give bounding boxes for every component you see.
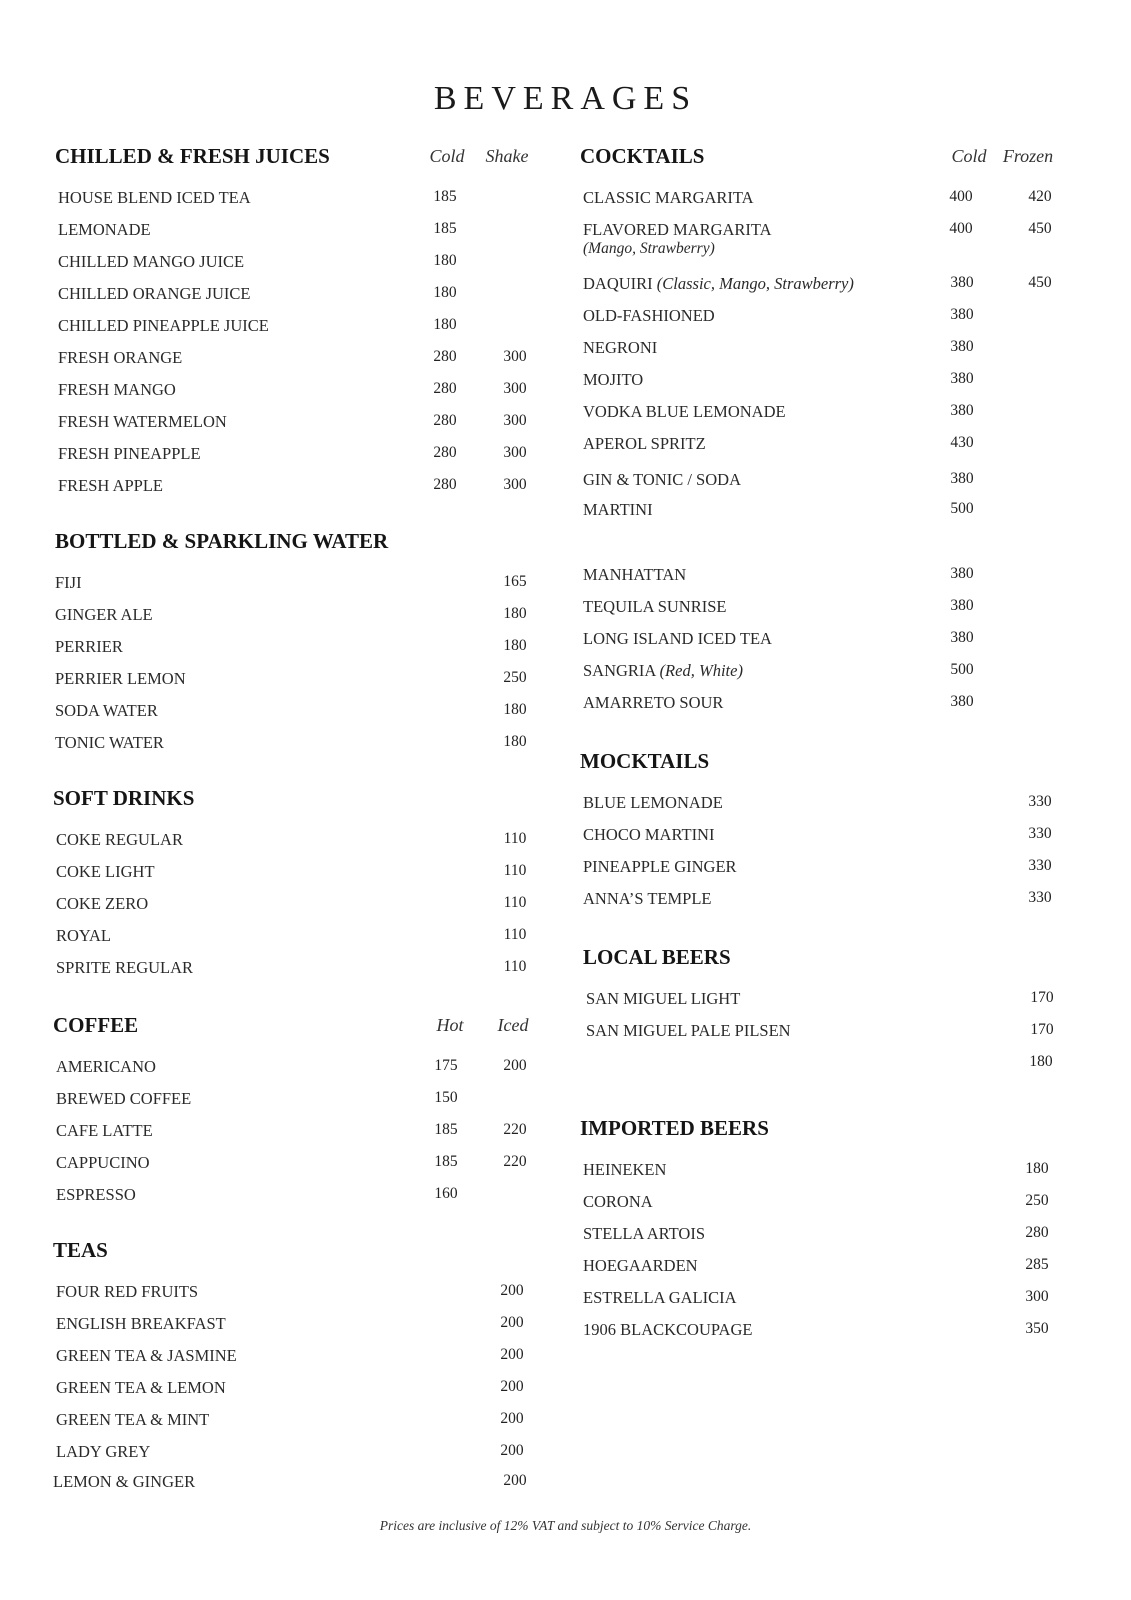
menu-item — [583, 1021, 1083, 1053]
item-name: TONIC WATER — [55, 733, 164, 752]
menu-item — [55, 476, 555, 508]
price-cold: 380 — [950, 274, 974, 291]
item-name: NEGRONI — [583, 338, 658, 357]
section-juices — [55, 144, 555, 508]
item-name: LADY GREY — [56, 1442, 151, 1461]
price-hot: 185 — [434, 1153, 458, 1170]
item-name: HEINEKEN — [583, 1160, 667, 1179]
item-name: GREEN TEA & LEMON — [56, 1378, 226, 1397]
item-name: ANNA’S TEMPLE — [583, 889, 712, 908]
menu-item — [53, 1472, 553, 1504]
menu-item — [53, 958, 553, 990]
menu-item — [580, 1160, 1080, 1192]
column-head-shake: Shake — [485, 146, 529, 166]
price: 200 — [500, 1314, 524, 1331]
price-shake: 300 — [503, 444, 527, 461]
price: 330 — [1028, 825, 1052, 842]
item-name: CAPPUCINO — [56, 1153, 150, 1172]
price: 250 — [503, 669, 527, 686]
item-name: AMARRETO SOUR — [583, 693, 724, 712]
section-title: BOTTLED & SPARKLING WATER — [55, 529, 389, 553]
item-flavors: (Classic, Mango, Strawberry) — [656, 274, 854, 293]
price-cold: 180 — [433, 316, 457, 333]
item-name: ESTRELLA GALICIA — [583, 1288, 737, 1307]
menu-item — [580, 857, 1080, 889]
price-cold: 280 — [433, 444, 457, 461]
item-name: BREWED COFFEE — [56, 1089, 192, 1108]
price: 330 — [1028, 793, 1052, 810]
price-iced: 200 — [503, 1057, 527, 1074]
section-title: COFFEE — [53, 1013, 139, 1037]
item-name: FRESH ORANGE — [58, 348, 183, 367]
menu-item — [580, 220, 1080, 274]
column-head-cold: Cold — [429, 146, 465, 166]
item-name: GREEN TEA & MINT — [56, 1410, 210, 1429]
price-cold: 380 — [950, 338, 974, 355]
item-name: LONG ISLAND ICED TEA — [583, 629, 772, 648]
menu-item — [53, 830, 553, 862]
item-name: SANGRIA (Red, White) — [583, 661, 743, 680]
item-name: ENGLISH BREAKFAST — [56, 1314, 226, 1333]
item-name: SPRITE REGULAR — [56, 958, 194, 977]
item-name: APEROL SPRITZ — [583, 434, 706, 453]
price-cold: 380 — [950, 402, 974, 419]
item-name: FRESH PINEAPPLE — [58, 444, 201, 463]
price-cold: 400 — [949, 188, 973, 205]
menu-item — [55, 733, 555, 765]
item-name: GIN & TONIC / SODA — [583, 470, 741, 489]
menu-item — [580, 825, 1080, 857]
price: 110 — [503, 894, 527, 911]
column-head-hot: Hot — [436, 1015, 464, 1035]
menu-item — [55, 380, 555, 412]
menu-item — [580, 565, 1080, 597]
price-shake: 300 — [503, 348, 527, 365]
section-mocktails — [580, 749, 1080, 921]
price: 200 — [500, 1378, 524, 1395]
column-head-frozen: Frozen — [1002, 146, 1054, 166]
item-name: 1906 BLACKCOUPAGE — [583, 1320, 753, 1339]
price: 300 — [1025, 1288, 1049, 1305]
menu-item — [583, 989, 1083, 1021]
price-shake: 300 — [503, 476, 527, 493]
price-cold: 430 — [950, 434, 974, 451]
menu-item — [55, 669, 555, 701]
price: 330 — [1028, 889, 1052, 906]
item-name: MANHATTAN — [583, 565, 687, 584]
section-title: CHILLED & FRESH JUICES — [55, 144, 330, 168]
menu-item — [55, 637, 555, 669]
menu-item — [580, 188, 1080, 220]
menu-item — [53, 1346, 553, 1378]
price-cold: 500 — [950, 661, 974, 678]
menu-item — [53, 1153, 553, 1185]
menu-item — [55, 701, 555, 733]
item-name: HOUSE BLEND ICED TEA — [58, 188, 251, 207]
item-name: HOEGAARDEN — [583, 1256, 698, 1275]
price-cold: 380 — [950, 306, 974, 323]
section-title: IMPORTED BEERS — [580, 1116, 769, 1140]
price: 110 — [503, 862, 527, 879]
section-cocktails — [580, 144, 1080, 532]
menu-item — [53, 1121, 553, 1153]
section-imported-beers — [580, 1116, 1080, 1352]
price-cold: 185 — [433, 220, 457, 237]
section-title: SOFT DRINKS — [53, 786, 195, 810]
item-name: BLUE LEMONADE — [583, 793, 723, 812]
price: 200 — [500, 1346, 524, 1363]
item-name: TEQUILA SUNRISE — [583, 597, 727, 616]
menu-item — [55, 348, 555, 380]
item-flavors: (Mango, Strawberry) — [583, 240, 715, 257]
menu-item — [53, 1378, 553, 1410]
price-hot: 175 — [434, 1057, 458, 1074]
menu-item — [580, 889, 1080, 921]
price: 110 — [503, 926, 527, 943]
price: 170 — [1030, 989, 1054, 1006]
price: 330 — [1028, 857, 1052, 874]
item-name: ESPRESSO — [56, 1185, 136, 1204]
menu-item — [580, 1256, 1080, 1288]
item-name: GINGER ALE — [55, 605, 153, 624]
price: 285 — [1025, 1256, 1049, 1273]
price-cold: 380 — [950, 597, 974, 614]
menu-item — [583, 1053, 1083, 1085]
column-head-cold: Cold — [951, 146, 987, 166]
item-flavors: (Red, White) — [659, 661, 743, 680]
price: 180 — [1029, 1053, 1053, 1070]
price-cold: 500 — [950, 500, 974, 517]
price: 250 — [1025, 1192, 1049, 1209]
item-name: CAFE LATTE — [56, 1121, 153, 1140]
price-cold: 380 — [950, 565, 974, 582]
item-name: FIJI — [55, 573, 82, 592]
price: 180 — [503, 605, 527, 622]
price: 180 — [503, 637, 527, 654]
menu-item — [55, 412, 555, 444]
item-name: COKE REGULAR — [56, 830, 183, 849]
section-title: LOCAL BEERS — [583, 945, 731, 969]
price-cold: 180 — [433, 284, 457, 301]
price: 180 — [503, 701, 527, 718]
price: 350 — [1025, 1320, 1049, 1337]
price: 200 — [503, 1472, 527, 1489]
item-name: PERRIER LEMON — [55, 669, 186, 688]
section-local-beers — [583, 945, 1083, 1085]
item-name: LEMON & GINGER — [53, 1472, 196, 1491]
price-cold: 280 — [433, 476, 457, 493]
price-iced: 220 — [503, 1121, 527, 1138]
item-name: DAQUIRI (Classic, Mango, Strawberry) — [583, 274, 854, 293]
item-name: LEMONADE — [58, 220, 151, 239]
item-name: CLASSIC MARGARITA — [583, 188, 754, 207]
menu-item — [580, 434, 1080, 470]
price-hot: 150 — [434, 1089, 458, 1106]
item-name: SAN MIGUEL LIGHT — [586, 989, 741, 1008]
item-name: COKE ZERO — [56, 894, 149, 913]
menu-item — [53, 1410, 553, 1442]
item-name: FRESH APPLE — [58, 476, 163, 495]
menu-item — [55, 252, 555, 284]
menu-item — [580, 693, 1080, 725]
item-name: MARTINI — [583, 500, 653, 519]
footer-note: Prices are inclusive of 12% VAT and subject to 10% Service Charge. — [379, 1518, 752, 1533]
menu-item — [55, 605, 555, 637]
menu-item — [580, 274, 1080, 306]
item-name: FRESH MANGO — [58, 380, 176, 399]
price-cold: 380 — [950, 370, 974, 387]
menu-item — [53, 1314, 553, 1346]
menu-item — [580, 306, 1080, 338]
menu-item — [580, 370, 1080, 402]
price-hot: 160 — [434, 1185, 458, 1202]
price: 110 — [503, 958, 527, 975]
section-water — [55, 529, 555, 765]
price-iced: 220 — [503, 1153, 527, 1170]
menu-item — [53, 1185, 553, 1217]
menu-item — [53, 1057, 553, 1089]
menu-item — [53, 862, 553, 894]
price-cold: 400 — [949, 220, 973, 237]
menu-item — [55, 444, 555, 476]
price: 180 — [503, 733, 527, 750]
item-name: CHILLED PINEAPPLE JUICE — [58, 316, 269, 335]
item-name: STELLA ARTOIS — [583, 1224, 706, 1243]
menu-item — [580, 500, 1080, 532]
price: 165 — [503, 573, 527, 590]
price: 280 — [1025, 1224, 1049, 1241]
section-title: MOCKTAILS — [580, 749, 710, 773]
section-coffee — [53, 1013, 553, 1217]
menu-item — [580, 1192, 1080, 1224]
section-teas — [53, 1238, 553, 1504]
price: 110 — [503, 830, 527, 847]
section-soft-drinks — [53, 786, 553, 990]
price-cold: 280 — [433, 412, 457, 429]
menu-item — [55, 316, 555, 348]
price: 200 — [500, 1442, 524, 1459]
item-name: PINEAPPLE GINGER — [583, 857, 737, 876]
menu-item — [580, 470, 1080, 500]
menu-item — [580, 1224, 1080, 1256]
menu-item — [580, 629, 1080, 661]
price-cold: 280 — [433, 348, 457, 365]
menu-title: BEVERAGES — [433, 80, 698, 117]
item-name: CHILLED ORANGE JUICE — [58, 284, 251, 303]
price: 200 — [500, 1282, 524, 1299]
item-name: GREEN TEA & JASMINE — [56, 1346, 237, 1365]
menu-item — [580, 402, 1080, 434]
menu-item — [53, 894, 553, 926]
item-name: SODA WATER — [55, 701, 158, 720]
item-name: AMERICANO — [56, 1057, 156, 1076]
column-head-iced: Iced — [497, 1015, 529, 1035]
item-name: FLAVORED MARGARITA — [583, 220, 772, 239]
price-cold: 380 — [950, 693, 974, 710]
menu-item — [53, 926, 553, 958]
menu-item — [53, 1089, 553, 1121]
item-name: VODKA BLUE LEMONADE — [583, 402, 786, 421]
menu-item — [55, 284, 555, 316]
menu-item — [580, 1288, 1080, 1320]
item-name: MOJITO — [583, 370, 644, 389]
section-title: TEAS — [53, 1238, 108, 1262]
item-name: CORONA — [583, 1192, 653, 1211]
section-cocktails-continued — [580, 565, 1080, 725]
price-shake: 300 — [503, 380, 527, 397]
price: 200 — [500, 1410, 524, 1427]
item-name: PERRIER — [55, 637, 123, 656]
menu-item — [55, 573, 555, 605]
item-name: CHOCO MARTINI — [583, 825, 715, 844]
menu-item — [55, 220, 555, 252]
price-frozen: 420 — [1028, 188, 1052, 205]
price-cold: 180 — [433, 252, 457, 269]
price: 180 — [1025, 1160, 1049, 1177]
price-hot: 185 — [434, 1121, 458, 1138]
menu-item — [580, 338, 1080, 370]
menu-item — [580, 661, 1080, 693]
item-name: SAN MIGUEL PALE PILSEN — [586, 1021, 791, 1040]
menu-item — [580, 597, 1080, 629]
menu-item — [580, 793, 1080, 825]
price-cold: 380 — [950, 629, 974, 646]
section-title: COCKTAILS — [580, 144, 705, 168]
price-cold: 185 — [433, 188, 457, 205]
price: 170 — [1030, 1021, 1054, 1038]
item-name: CHILLED MANGO JUICE — [58, 252, 245, 271]
item-name: ROYAL — [56, 926, 112, 945]
price-cold: 280 — [433, 380, 457, 397]
item-name: COKE LIGHT — [56, 862, 155, 881]
price-frozen: 450 — [1028, 220, 1052, 237]
menu-item — [580, 1320, 1080, 1352]
item-name: FOUR RED FRUITS — [56, 1282, 199, 1301]
price-cold: 380 — [950, 470, 974, 487]
menu-item — [53, 1442, 553, 1472]
item-name: FRESH WATERMELON — [58, 412, 227, 431]
price-frozen: 450 — [1028, 274, 1052, 291]
menu-item — [53, 1282, 553, 1314]
menu-item — [55, 188, 555, 220]
item-name: OLD-FASHIONED — [583, 306, 715, 325]
price-shake: 300 — [503, 412, 527, 429]
